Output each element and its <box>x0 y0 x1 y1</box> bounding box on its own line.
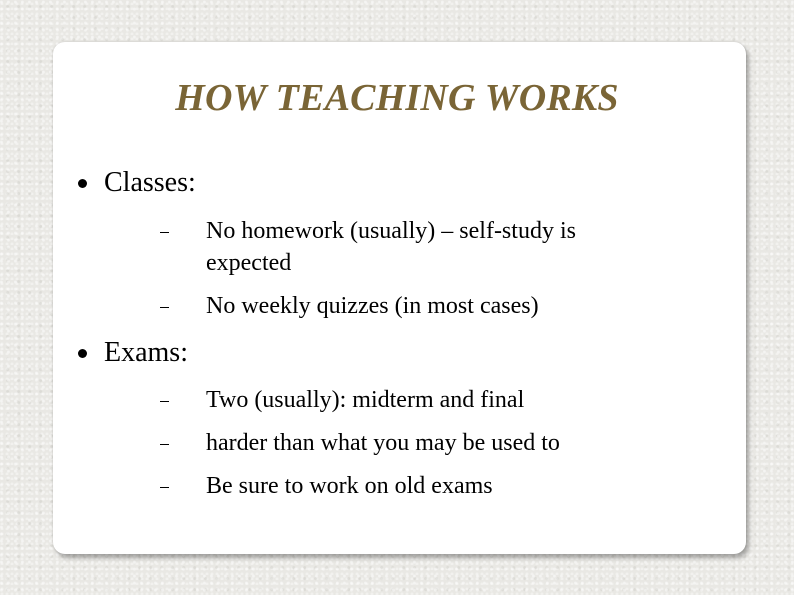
sub-bullet-old-exams <box>160 470 660 502</box>
sub-bullet-two-exams <box>160 384 660 416</box>
sub-bullet-text: Two (usually): midterm and final <box>206 387 525 413</box>
dash-bullet-icon <box>160 232 169 233</box>
slide-title: HOW TEACHING WORKS <box>175 77 619 119</box>
bullet-classes <box>78 165 698 201</box>
dash-bullet-icon <box>160 487 169 488</box>
dash-bullet-icon <box>160 401 169 402</box>
dash-bullet-icon <box>160 444 169 445</box>
bullet-classes-label: Classes: <box>104 167 196 198</box>
bullet-exams-label: Exams: <box>104 337 188 368</box>
bullet-dot-icon <box>78 179 87 188</box>
sub-bullet-text: Be sure to work on old exams <box>206 473 493 499</box>
dash-bullet-icon <box>160 307 169 308</box>
bullet-dot-icon <box>78 349 87 358</box>
bullet-exams <box>78 335 698 371</box>
sub-bullet-no-homework <box>160 215 660 279</box>
sub-bullet-text: No homework (usually) – self-study is expected <box>206 218 576 276</box>
sub-bullet-text: No weekly quizzes (in most cases) <box>206 293 539 319</box>
sub-bullet-harder <box>160 427 660 459</box>
sub-bullet-no-quizzes <box>160 290 660 322</box>
sub-bullet-text: harder than what you may be used to <box>206 430 560 456</box>
